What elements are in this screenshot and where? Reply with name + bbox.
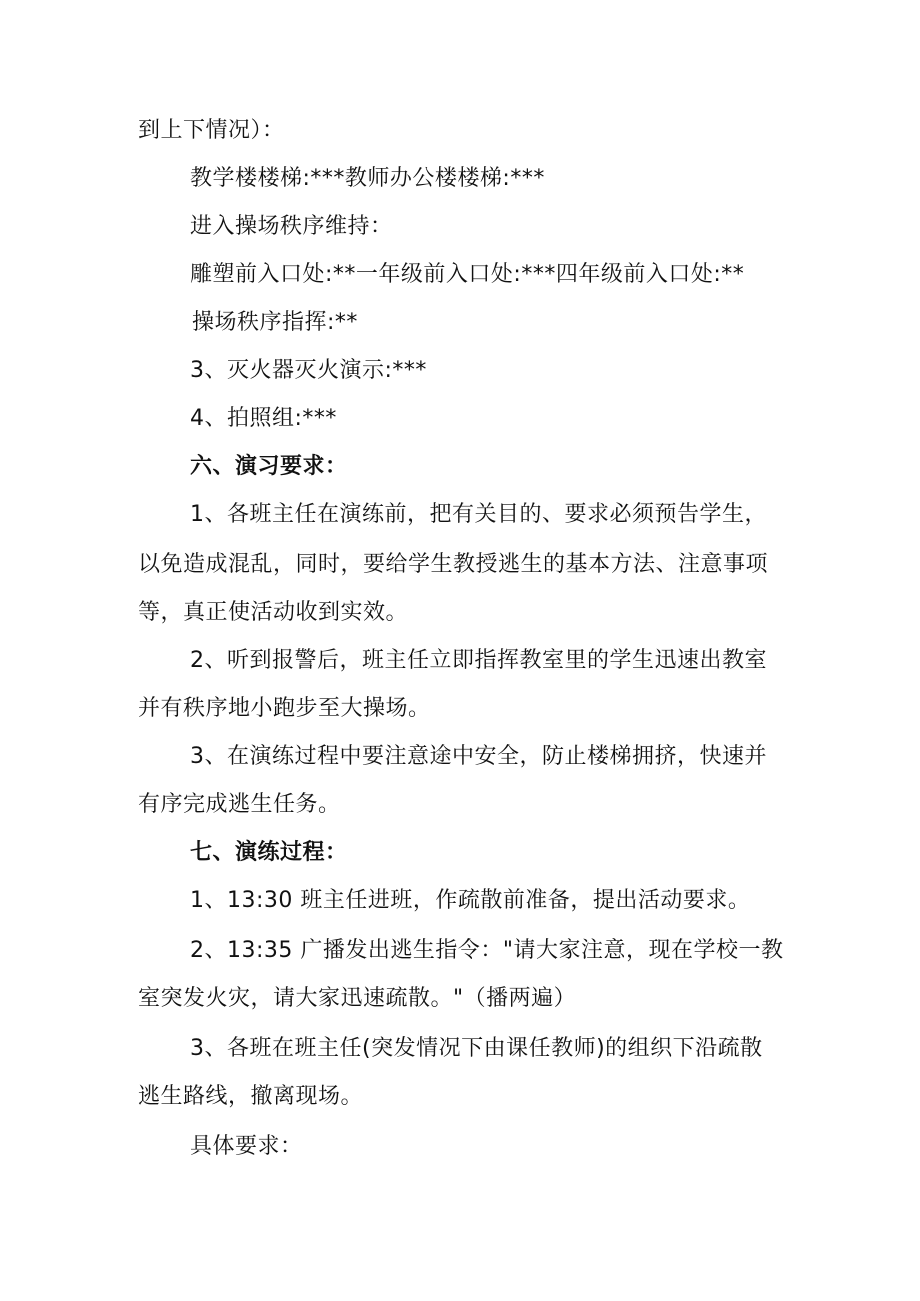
text-line: 并有秩序地小跑步至大操场。	[138, 696, 431, 721]
text-line: 具体要求：	[190, 1134, 303, 1159]
text-line: 到上下情况）：	[138, 118, 285, 143]
text-line: 教学楼楼梯:***教师办公楼楼梯:***	[190, 166, 545, 191]
text-line: 操场秩序指挥:**	[192, 310, 358, 335]
text-line: 3、灭火器灭火演示:***	[190, 358, 427, 383]
text-line: 3、各班在班主任(突发情况下由课任教师)的组织下沿疏散	[190, 1036, 763, 1061]
text-line: 2、听到报警后，班主任立即指挥教室里的学生迅速出教室	[190, 648, 767, 673]
text-line: 室突发火灾，请大家迅速疏散。"（播两遍）	[138, 986, 577, 1011]
text-line: 有序完成逃生任务。	[138, 792, 341, 817]
text-line: 3、在演练过程中要注意途中安全，防止楼梯拥挤，快速并	[190, 744, 767, 769]
text-line: 雕塑前入口处:**一年级前入口处:***四年级前入口处:**	[190, 262, 745, 287]
text-line: 1、各班主任在演练前，把有关目的、要求必须预告学生，	[190, 502, 767, 527]
text-line: 等，真正使活动收到实效。	[138, 600, 409, 625]
text-line: 逃生路线，撤离现场。	[138, 1084, 364, 1109]
section-heading: 七、演练过程：	[190, 840, 348, 865]
text-line: 1、13:30 班主任进班，作疏散前准备，提出活动要求。	[190, 888, 751, 913]
section-heading: 六、演习要求：	[190, 454, 348, 479]
text-line: 进入操场秩序维持：	[190, 214, 393, 239]
text-line: 以免造成混乱，同时，要给学生教授逃生的基本方法、注意事项	[138, 552, 769, 577]
text-line: 2、13:35 广播发出逃生指令："请大家注意，现在学校一教	[190, 938, 784, 963]
text-line: 4、拍照组:***	[190, 406, 337, 431]
